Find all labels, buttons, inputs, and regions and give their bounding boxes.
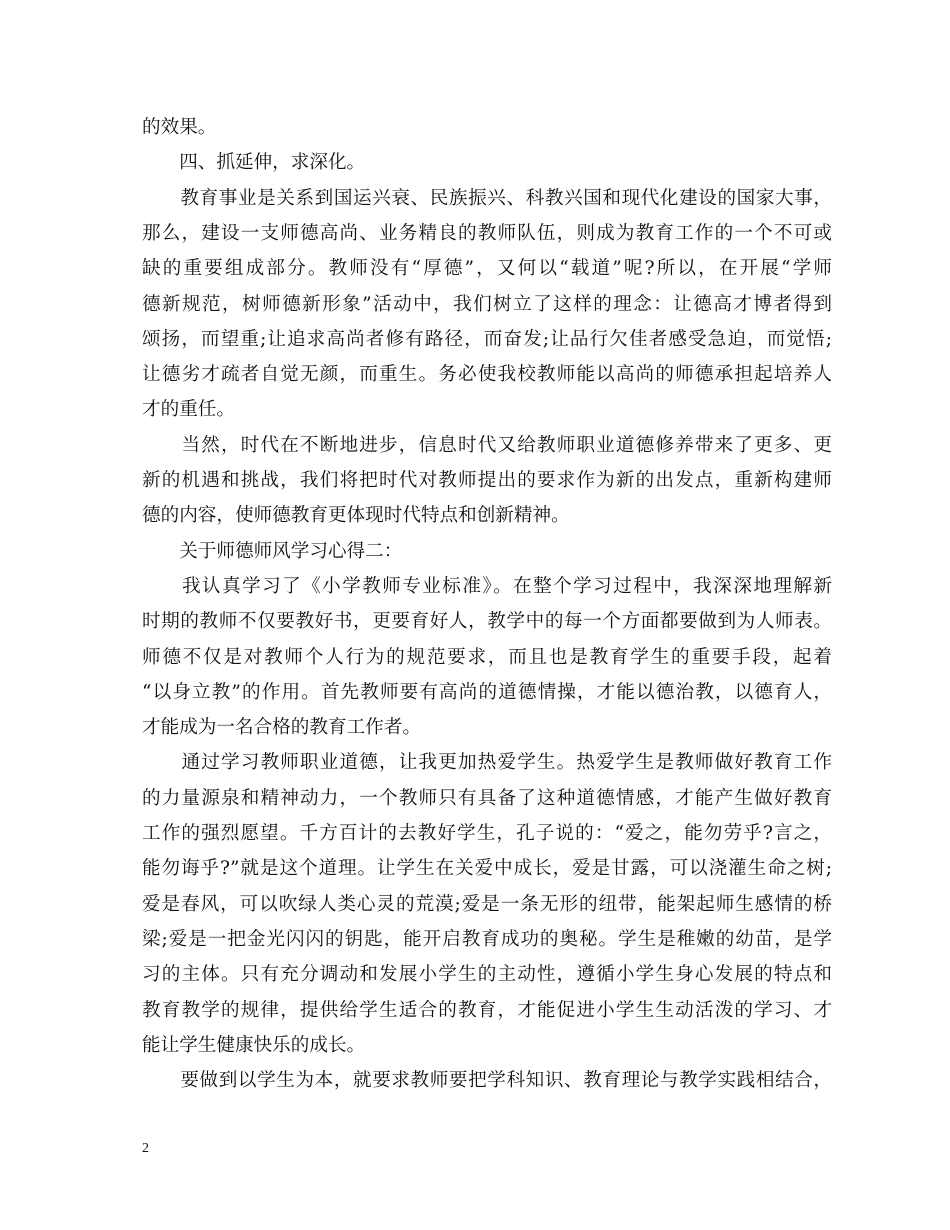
text-line: 能让学生健康快乐的成长。 (142, 1034, 366, 1056)
text-line: 爱是春风，可以吹绿人类心灵的荒漠;爱是一条无形的纽带，能架起师生感情的桥 (142, 893, 832, 915)
text-line: 的效果。 (142, 117, 217, 138)
text-line: 当然，时代在不断地进步，信息时代又给教师职业道德修养带来了更多、更 (142, 434, 832, 456)
text-line: 我认真学习了《小学教师专业标准》。在整个学习过程中，我深深地理解新 (142, 575, 832, 597)
text-line: 能勿诲乎?”就是这个道理。让学生在关爱中成长，爱是甘露，可以浇灌生命之树; (142, 858, 832, 880)
text-line: 通过学习教师职业道德，让我更加热爱学生。热爱学生是教师做好教育工作 (142, 752, 832, 774)
text-line: “以身立教”的作用。首先教师要有高尚的道德情操，才能以德治教，以德育人， (142, 681, 832, 703)
text-line: 四、抓延伸，求深化。 (142, 152, 366, 174)
page-number: 2 (142, 1141, 149, 1156)
text-line: 缺的重要组成部分。教师没有“厚德”，又何以“载道”呢?所以，在开展“学师 (142, 258, 832, 280)
text-line: 新的机遇和挑战，我们将把时代对教师提出的要求作为新的出发点，重新构建师 (142, 470, 832, 491)
text-line: 颂扬，而望重;让追求高尚者修有路径，而奋发;让品行欠佳者感受急迫，而觉悟; (142, 328, 832, 350)
text-line: 师德不仅是对教师个人行为的规范要求，而且也是教育学生的重要手段，起着 (142, 646, 832, 668)
text-line: 教育事业是关系到国运兴衰、民族振兴、科教兴国和现代化建设的国家大事， (142, 187, 832, 209)
text-line: 工作的强烈愿望。千方百计的去教好学生，孔子说的：“爱之，能勿劳乎?言之， (142, 823, 832, 844)
text-line: 才的重任。 (142, 399, 235, 421)
text-line: 的力量源泉和精神动力，一个教师只有具备了这种道德情感，才能产生做好教育 (142, 787, 832, 809)
text-line: 德的内容，使师德教育更体现时代特点和创新精神。 (142, 505, 570, 527)
text-line: 德新规范，树师德新形象”活动中，我们树立了这样的理念：让德高才博者得到 (142, 293, 832, 315)
text-line: 习的主体。只有充分调动和发展小学生的主动性，遵循小学生身心发展的特点和 (142, 964, 832, 986)
text-line: 梁;爱是一把金光闪闪的钥匙，能开启教育成功的奥秘。学生是稚嫩的幼苗，是学 (142, 928, 832, 950)
text-line: 教育教学的规律，提供给学生适合的教育，才能促进小学生生动活泼的学习、才 (142, 999, 832, 1021)
text-line: 时期的教师不仅要教好书，更要育好人，教学中的每一个方面都要做到为人师表。 (142, 611, 832, 633)
text-line: 关于师德师风学习心得二： (142, 540, 403, 562)
text-line: 让德劣才疏者自觉无颜，而重生。务必使我校教师能以高尚的师德承担起培养人 (142, 364, 832, 386)
text-line: 那么，建设一支师德高尚、业务精良的教师队伍，则成为教育工作的一个不可或 (142, 222, 832, 244)
text-line: 才能成为一名合格的教育工作者。 (142, 717, 421, 739)
text-line: 要做到以学生为本，就要求教师要把学科知识、教育理论与教学实践相结合， (142, 1070, 832, 1092)
